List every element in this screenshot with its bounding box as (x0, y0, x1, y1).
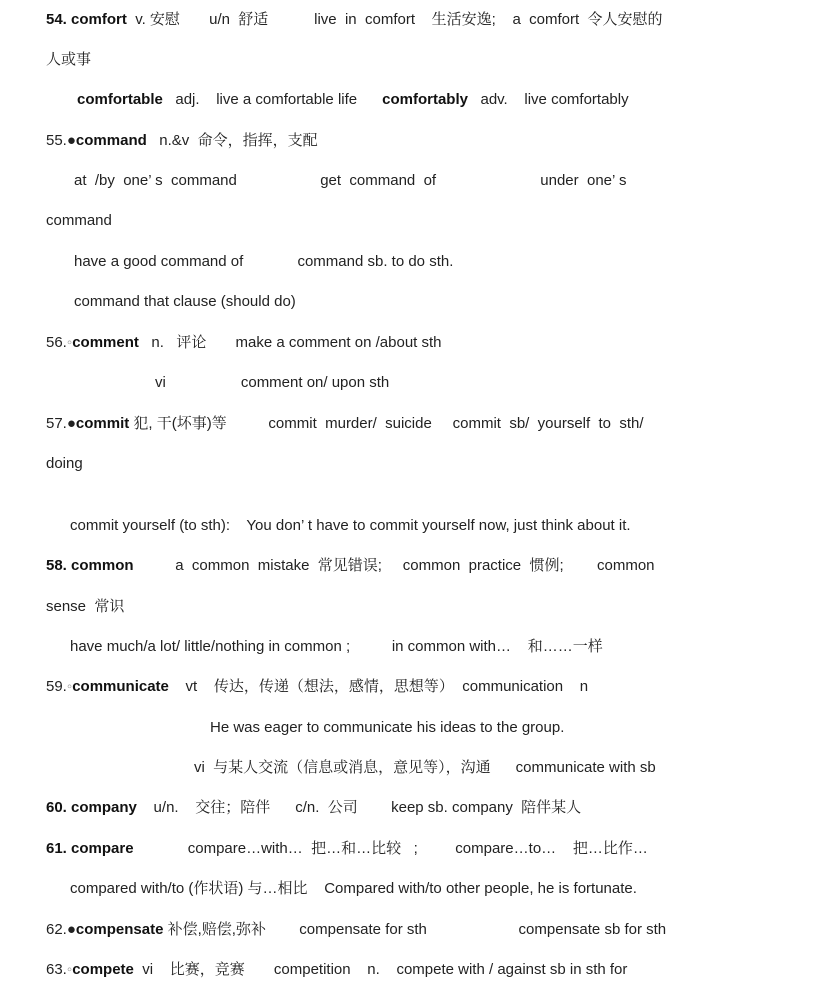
entry-54-line1 (46, 10, 663, 30)
headword: compensate (75, 921, 164, 938)
entry-62-line1: 62.●compensate 补偿,赔偿,弥补 compensate for sth compensate sb for sth (46, 921, 667, 938)
headword: command (75, 132, 147, 149)
entry-number: 54. (46, 11, 67, 28)
entry-54-line3: comfortable adj. live a comfortable life comfortably adv. live comfortably (77, 91, 629, 108)
entry-number: 63. (46, 961, 67, 978)
entry-number: 57. (46, 415, 67, 432)
headword: communicate (72, 678, 169, 695)
entry-number: 56. (46, 334, 67, 351)
entry-61-line1: 61. compare compare…with… 把…和…比较 ; compare…to… 把…比作… (46, 840, 648, 857)
entry-number: 62. (46, 921, 67, 938)
headword: comfortably (382, 91, 468, 108)
entry-55-phrase2: have a good command of command sb. to do sth. (74, 253, 454, 270)
solid-bullet-icon: ● (66, 415, 76, 432)
headword: commit (75, 415, 130, 432)
entry-number: 60. (46, 799, 67, 816)
entry-57-line1: 57.●commit 犯, 干(坏事)等 commit murder/ suicide commit sb/ yourself to sth/ (46, 415, 644, 432)
entry-57-line3: commit yourself (to sth): You don’ t have to commit yourself now, just think about it. (70, 517, 631, 534)
entry-58-line1: 58. common a common mistake 常见错误; common practice 惯例; common (46, 557, 655, 574)
headword: comfort (71, 11, 127, 28)
entry-56-line1: 56.◦comment n. 评论 make a comment on /about sth (46, 334, 442, 351)
entry-56-line2: vi comment on/ upon sth (155, 374, 390, 391)
hollow-bullet-icon: ◦ (66, 678, 73, 695)
headword: comfortable (77, 91, 163, 108)
entry-54-line2: 人或事 (46, 51, 92, 68)
entry-63-line1: 63.◦compete vi 比赛，竞赛 competition n. compete with / against sb in sth for (46, 961, 628, 978)
entry-59-line1: 59.◦communicate vt 传达，传递（想法，感情，思想等） communication n (46, 678, 589, 695)
entry-number: 55. (46, 132, 67, 149)
solid-bullet-icon: ● (66, 921, 76, 938)
entry-55-phrase1-cont: command (46, 212, 112, 229)
entry-57-line2: doing (46, 455, 83, 472)
solid-bullet-icon: ● (66, 132, 76, 149)
headword: company (71, 799, 137, 816)
entry-60-line1: 60. company u/n. 交往；陪伴 c/n. 公司 keep sb. company 陪伴某人 (46, 799, 582, 816)
entry-59-line3: vi 与某人交流（信息或消息，意见等），沟通 communicate with sb (194, 759, 656, 776)
entry-number: 59. (46, 678, 67, 695)
headword: comment (72, 334, 139, 351)
entry-58-line3: have much/a lot/ little/nothing in common ; in common with… 和……一样 (70, 638, 603, 655)
hollow-bullet-icon: ◦ (66, 334, 73, 351)
definition: v. 安慰 u/n 舒适 live in comfort 生活安逸; a comfort 令人安慰的 (126, 11, 663, 28)
hollow-bullet-icon: ◦ (66, 961, 73, 978)
headword: compare (71, 840, 134, 857)
entry-number: 58. (46, 557, 67, 574)
entry-number: 61. (46, 840, 67, 857)
entry-55-phrase3: command that clause (should do) (74, 293, 296, 310)
headword: common (71, 557, 134, 574)
entry-55-phrase1: at /by one’ s command get command of under one’ s (74, 172, 627, 189)
entry-61-line2: compared with/to (作状语) 与…相比 Compared with/to other people, he is fortunate. (70, 880, 637, 897)
entry-58-line2: sense 常识 (46, 598, 125, 615)
headword: compete (72, 961, 134, 978)
entry-55-line1: 55.●command n.&v 命令，指挥，支配 (46, 132, 318, 149)
entry-59-line2: He was eager to communicate his ideas to the group. (210, 719, 565, 736)
